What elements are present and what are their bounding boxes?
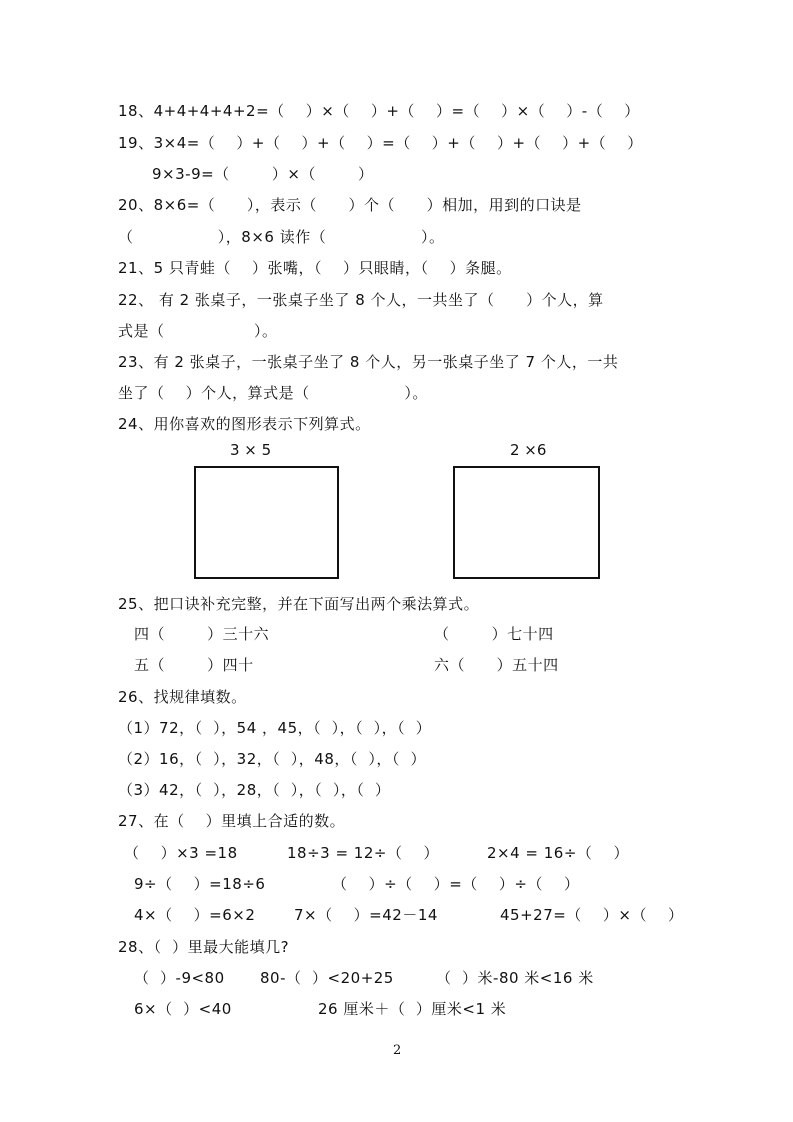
problem-24-right-expression: 2 ×6 [510,441,547,459]
problem-27-row1-b: 18÷3 = 12÷（ ） [287,844,440,862]
problem-24: 24、用你喜欢的图形表示下列算式。 [118,415,371,433]
problem-26-sequence-1: （1）72，（ ），54 ，45，（ ），（ ），（ ） [118,719,432,737]
problem-27-row2-a: 9÷（ ）=18÷6 [134,875,266,893]
problem-26-sequence-2: （2）16，（ ），32，（ ），48，（ ），（ ） [118,750,426,768]
problem-27-row3-a: 4×（ ）=6×2 [134,906,256,924]
problem-25-item-d: 六（ ）五十四 [434,656,559,674]
problem-28-row1-b: 80-（ ）<20+25 [260,969,394,987]
problem-24-left-expression: 3 × 5 [230,441,272,459]
problem-28: 28、（ ）里最大能填几? [118,938,290,956]
drawing-box-right[interactable] [453,466,600,579]
problem-21: 21、5 只青蛙（ ）张嘴，（ ）只眼睛，（ ）条腿。 [118,259,512,277]
problem-22-line-1: 22、 有 2 张桌子，一张桌子坐了 8 个人，一共坐了（ ）个人，算 [118,291,604,309]
problem-27-row2-b: （ ）÷（ ）=（ ）÷（ ） [332,875,580,893]
problem-28-row1-c: （ ）米-80 米<16 米 [436,969,594,987]
problem-27-row3-c: 45+27=（ ）×（ ） [500,906,684,924]
problem-25-item-c: 五（ ）四十 [134,656,254,674]
problem-25-item-b: （ ）七十四 [434,625,554,643]
problem-23-line-2: 坐了（ ）个人，算式是（ ）。 [118,384,428,402]
problem-18: 18、4+4+4+4+2=（ ）×（ ）+（ ）=（ ）×（ ）-（ ） [118,102,640,120]
problem-27-row1-c: 2×4 = 16÷（ ） [487,844,629,862]
problem-27-row1-a: （ ）×3 =18 [124,844,238,862]
problem-25-item-a: 四（ ）三十六 [134,625,270,643]
problem-26-sequence-3: （3）42，（ ），28，（ ），（ ），（ ） [118,781,391,799]
problem-26: 26、找规律填数。 [118,688,247,706]
problem-27: 27、在（ ）里填上合适的数。 [118,812,346,830]
drawing-box-left[interactable] [194,466,339,579]
problem-20-line-2: （ ），8×6 读作（ ）。 [118,228,445,246]
problem-19-line-1: 19、3×4=（ ）+（ ）+（ ）=（ ）+（ ）+（ ）+（ ） [118,134,643,152]
problem-20-line-1: 20、8×6=（ ），表示（ ）个（ ）相加，用到的口诀是 [118,196,582,214]
page-number: 2 [393,1043,402,1058]
problem-28-row2-b: 26 厘米＋（ ）厘米<1 米 [318,1000,507,1018]
problem-28-row1-a: （ ）-9<80 [134,969,225,987]
problem-22-line-2: 式是（ ）。 [118,322,278,340]
problem-25: 25、把口诀补充完整，并在下面写出两个乘法算式。 [118,595,480,613]
problem-28-row2-a: 6×（ ）<40 [134,1000,232,1018]
problem-23-line-1: 23、有 2 张桌子，一张桌子坐了 8 个人，另一张桌子坐了 7 个人，一共 [118,353,619,371]
problem-27-row3-b: 7×（ ）=42－14 [294,906,438,924]
problem-19-line-2: 9×3-9=（ ）×（ ） [152,165,374,183]
